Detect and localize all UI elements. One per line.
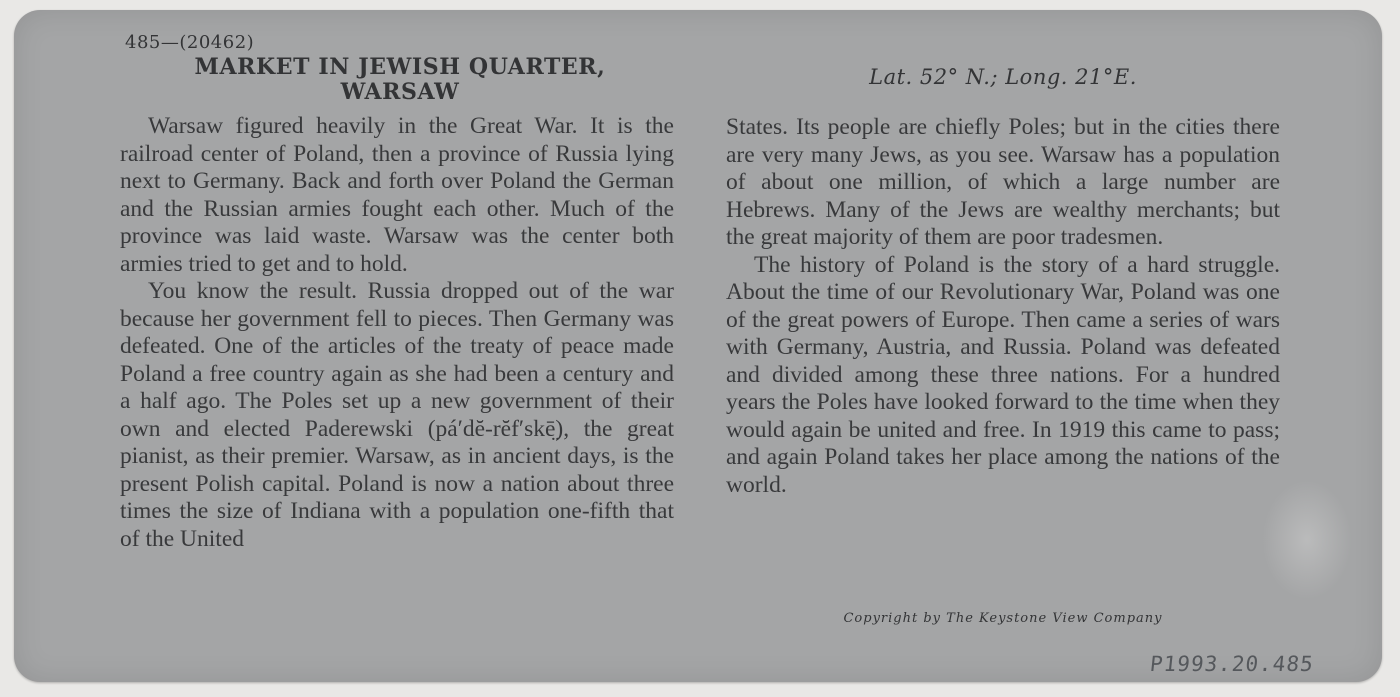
accession-number: P1993.20.485 — [1148, 652, 1315, 676]
right-paragraph-1: States. Its people are chiefly Poles; but in the cities there are very many Jews, as you see. Warsaw has a population of about one million, of which a large number are Hebrews. Many of the Jews are wealthy merchants; but the great majority of them are poor tradesmen. — [726, 114, 1280, 250]
right-text-column — [726, 114, 1280, 499]
copyright-line: Copyright by The Keystone View Company — [843, 611, 1163, 626]
title-line-2: WARSAW — [340, 79, 460, 105]
card-title — [124, 55, 676, 105]
stereograph-card-back — [14, 10, 1382, 682]
right-paragraph-2: The history of Poland is the story of a hard struggle. About the time of our Revolutionary War, Poland was one of the great powers of Europe. Then came a series of wars with Germany, Austria, and Russia. Poland was defeated and divided among these three nations. For a hundred years the Poles have looked forward to the time when they would again be united and free. In 1919 this came to pass; and again Poland takes her place among the nations of the world. — [726, 251, 1280, 498]
left-text-column — [120, 113, 674, 553]
left-paragraph-2: You know the result. Russia dropped out of the war because her government fell to pieces. Then Germany was defeated. One of the articles of the treaty of peace made Poland a free country again as she had been a century and a half ago. The Poles set up a new government of their own and elected Paderewski (pá′dĕ-rĕf′skē̤), the great pianist, as their premier. Warsaw, as in ancient days, is the present Polish capital. Poland is now a nation about three times the size of Indiana with a population one-fifth that of the United — [120, 278, 674, 552]
card-number: 485—(20462) — [125, 32, 255, 53]
left-paragraph-1: Warsaw figured heavily in the Great War. It is the railroad center of Poland, then a province of Russia lying next to Germany. Back and forth over Poland the German and the Russian armies fought each other. Much of the province was laid waste. Warsaw was the center both armies tried to get and to hold. — [120, 113, 674, 277]
title-line-1: MARKET IN JEWISH QUARTER, — [194, 54, 606, 80]
coordinates: Lat. 52° N.; Long. 21°E. — [869, 65, 1137, 89]
